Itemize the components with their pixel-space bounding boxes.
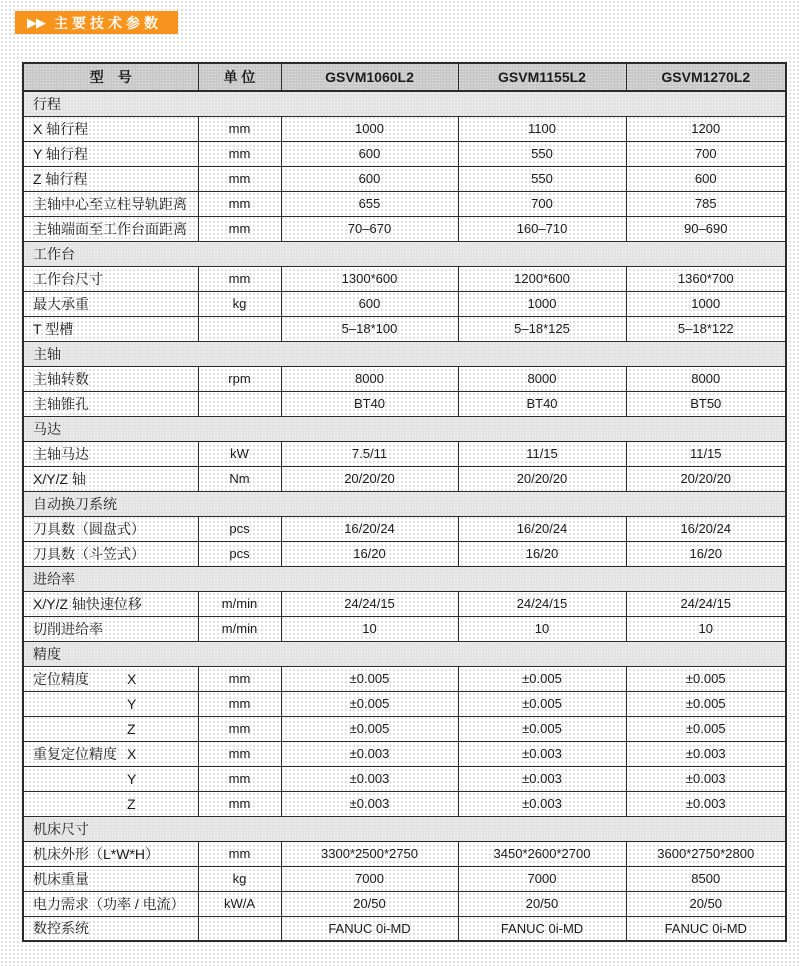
spec-name: 主轴中心至立柱导轨距离 bbox=[33, 195, 187, 212]
value-cell: 5–18*125 bbox=[458, 316, 626, 341]
spec-row bbox=[23, 716, 786, 741]
section-row bbox=[23, 91, 786, 116]
spec-name-cell bbox=[23, 791, 198, 816]
section-title: 工作台 bbox=[23, 241, 786, 266]
unit-cell: mm bbox=[198, 116, 281, 141]
unit-cell: kg bbox=[198, 291, 281, 316]
value-cell: 20/20/20 bbox=[626, 466, 786, 491]
spec-row bbox=[23, 591, 786, 616]
value-cell: 1360*700 bbox=[626, 266, 786, 291]
section-row bbox=[23, 491, 786, 516]
unit-cell bbox=[198, 316, 281, 341]
value-cell: 160–710 bbox=[458, 216, 626, 241]
model-name-header: GSVM1060L2 bbox=[281, 63, 458, 91]
section-title: 机床尺寸 bbox=[23, 816, 786, 841]
unit-cell: mm bbox=[198, 691, 281, 716]
value-cell: 1100 bbox=[458, 116, 626, 141]
value-cell: 8500 bbox=[626, 866, 786, 891]
value-cell: 600 bbox=[281, 166, 458, 191]
unit-cell: mm bbox=[198, 841, 281, 866]
value-cell: 550 bbox=[458, 166, 626, 191]
spec-row bbox=[23, 666, 786, 691]
spec-name: 主轴锥孔 bbox=[33, 395, 89, 412]
spec-name: 刀具数（圆盘式） bbox=[33, 520, 145, 537]
spec-name-cell bbox=[23, 316, 198, 341]
spec-row bbox=[23, 866, 786, 891]
spec-name-cell bbox=[23, 141, 198, 166]
play-arrows-icon: ▶▶ bbox=[27, 14, 45, 30]
value-cell: BT40 bbox=[281, 391, 458, 416]
spec-name: 主轴马达 bbox=[33, 445, 89, 462]
spec-name-cell bbox=[23, 516, 198, 541]
value-cell: ±0.005 bbox=[626, 691, 786, 716]
spec-row bbox=[23, 916, 786, 941]
unit-cell: kg bbox=[198, 866, 281, 891]
value-cell: ±0.005 bbox=[458, 691, 626, 716]
value-cell: 785 bbox=[626, 191, 786, 216]
spec-row bbox=[23, 441, 786, 466]
spec-row bbox=[23, 516, 786, 541]
section-row bbox=[23, 341, 786, 366]
value-cell: 550 bbox=[458, 141, 626, 166]
spec-row bbox=[23, 266, 786, 291]
spec-name-cell bbox=[23, 866, 198, 891]
value-cell: 1200*600 bbox=[458, 266, 626, 291]
section-title: 进给率 bbox=[23, 566, 786, 591]
value-cell: 24/24/15 bbox=[458, 591, 626, 616]
section-title: 自动换刀系统 bbox=[23, 491, 786, 516]
unit-cell: m/min bbox=[198, 616, 281, 641]
spec-row bbox=[23, 841, 786, 866]
unit-cell: mm bbox=[198, 666, 281, 691]
value-cell: ±0.005 bbox=[281, 716, 458, 741]
value-cell: BT50 bbox=[626, 391, 786, 416]
section-row bbox=[23, 641, 786, 666]
spec-name-cell bbox=[23, 191, 198, 216]
value-cell: 20/20/20 bbox=[281, 466, 458, 491]
spec-name: X/Y/Z 轴 bbox=[33, 470, 86, 487]
section-row bbox=[23, 241, 786, 266]
unit-column-header: 单 位 bbox=[198, 63, 281, 91]
value-cell: ±0.003 bbox=[626, 766, 786, 791]
value-cell: 600 bbox=[626, 166, 786, 191]
section-title: 主轴 bbox=[23, 341, 786, 366]
spec-table bbox=[22, 62, 787, 942]
page-title-label: 主要技术参数 bbox=[54, 14, 162, 31]
value-cell: 20/20/20 bbox=[458, 466, 626, 491]
spec-name-cell bbox=[23, 741, 198, 766]
section-title: 马达 bbox=[23, 416, 786, 441]
unit-cell: mm bbox=[198, 716, 281, 741]
value-cell: 16/20 bbox=[281, 541, 458, 566]
spec-row bbox=[23, 791, 786, 816]
spec-name-cell bbox=[23, 391, 198, 416]
unit-cell: mm bbox=[198, 741, 281, 766]
spec-row bbox=[23, 391, 786, 416]
unit-cell: mm bbox=[198, 216, 281, 241]
spec-name-cell bbox=[23, 441, 198, 466]
spec-row bbox=[23, 366, 786, 391]
spec-name-cell bbox=[23, 841, 198, 866]
value-cell: ±0.005 bbox=[626, 716, 786, 741]
value-cell: 1000 bbox=[458, 291, 626, 316]
spec-row bbox=[23, 166, 786, 191]
value-cell: 5–18*100 bbox=[281, 316, 458, 341]
unit-cell: pcs bbox=[198, 541, 281, 566]
spec-name: 电力需求（功率 / 电流） bbox=[33, 895, 185, 912]
spec-row bbox=[23, 141, 786, 166]
value-cell: 70–670 bbox=[281, 216, 458, 241]
spec-name-cell bbox=[23, 216, 198, 241]
value-cell: FANUC 0i-MD bbox=[626, 916, 786, 941]
value-cell: 10 bbox=[458, 616, 626, 641]
spec-name-cell bbox=[23, 716, 198, 741]
axis-label: Z bbox=[127, 720, 136, 737]
spec-row bbox=[23, 891, 786, 916]
value-cell: 3300*2500*2750 bbox=[281, 841, 458, 866]
spec-name: 最大承重 bbox=[33, 295, 89, 312]
value-cell: ±0.003 bbox=[281, 741, 458, 766]
spec-row bbox=[23, 691, 786, 716]
spec-name: 定位精度 bbox=[33, 670, 89, 687]
axis-label: Y bbox=[127, 770, 137, 787]
value-cell: 90–690 bbox=[626, 216, 786, 241]
unit-cell: mm bbox=[198, 141, 281, 166]
spec-name-cell bbox=[23, 366, 198, 391]
value-cell: 600 bbox=[281, 291, 458, 316]
unit-cell: m/min bbox=[198, 591, 281, 616]
unit-cell: mm bbox=[198, 766, 281, 791]
value-cell: 8000 bbox=[281, 366, 458, 391]
value-cell: FANUC 0i-MD bbox=[281, 916, 458, 941]
spec-row bbox=[23, 291, 786, 316]
value-cell: 24/24/15 bbox=[281, 591, 458, 616]
spec-name-cell bbox=[23, 766, 198, 791]
value-cell: 1200 bbox=[626, 116, 786, 141]
section-title: 精度 bbox=[23, 641, 786, 666]
unit-cell: kW bbox=[198, 441, 281, 466]
value-cell: FANUC 0i-MD bbox=[458, 916, 626, 941]
value-cell: 20/50 bbox=[626, 891, 786, 916]
axis-label: Z bbox=[127, 795, 136, 812]
value-cell: ±0.003 bbox=[281, 791, 458, 816]
value-cell: ±0.003 bbox=[281, 766, 458, 791]
value-cell: ±0.003 bbox=[626, 791, 786, 816]
axis-label: X bbox=[127, 670, 137, 687]
spec-name: 工作台尺寸 bbox=[33, 270, 103, 287]
model-column-header: 型 号 bbox=[23, 63, 198, 91]
unit-cell: kW/A bbox=[198, 891, 281, 916]
spec-name: 切削进给率 bbox=[33, 620, 103, 637]
value-cell: 24/24/15 bbox=[626, 591, 786, 616]
value-cell: 16/20 bbox=[458, 541, 626, 566]
spec-row bbox=[23, 766, 786, 791]
value-cell: 16/20/24 bbox=[626, 516, 786, 541]
value-cell: 7000 bbox=[458, 866, 626, 891]
spec-name: 机床外形（L*W*H） bbox=[33, 845, 160, 862]
value-cell: 11/15 bbox=[626, 441, 786, 466]
value-cell: 1000 bbox=[281, 116, 458, 141]
value-cell: ±0.005 bbox=[281, 666, 458, 691]
value-cell: 8000 bbox=[458, 366, 626, 391]
value-cell: ±0.003 bbox=[458, 766, 626, 791]
spec-row bbox=[23, 541, 786, 566]
unit-cell: mm bbox=[198, 166, 281, 191]
value-cell: 10 bbox=[281, 616, 458, 641]
value-cell: ±0.003 bbox=[458, 791, 626, 816]
value-cell: ±0.003 bbox=[626, 741, 786, 766]
spec-row bbox=[23, 116, 786, 141]
unit-cell bbox=[198, 391, 281, 416]
unit-cell: mm bbox=[198, 266, 281, 291]
section-title: 行程 bbox=[23, 91, 786, 116]
unit-cell: rpm bbox=[198, 366, 281, 391]
value-cell: 1000 bbox=[626, 291, 786, 316]
section-row bbox=[23, 416, 786, 441]
value-cell: 16/20/24 bbox=[281, 516, 458, 541]
value-cell: ±0.005 bbox=[458, 716, 626, 741]
spec-name-cell bbox=[23, 291, 198, 316]
spec-name-cell bbox=[23, 691, 198, 716]
unit-cell: pcs bbox=[198, 516, 281, 541]
value-cell: 3450*2600*2700 bbox=[458, 841, 626, 866]
spec-name-cell bbox=[23, 616, 198, 641]
spec-name: 重复定位精度 bbox=[33, 745, 117, 762]
spec-row bbox=[23, 741, 786, 766]
spec-name: X 轴行程 bbox=[33, 120, 89, 137]
section-row bbox=[23, 816, 786, 841]
value-cell: 3600*2750*2800 bbox=[626, 841, 786, 866]
value-cell: 700 bbox=[458, 191, 626, 216]
value-cell: 16/20/24 bbox=[458, 516, 626, 541]
spec-name: 主轴转数 bbox=[33, 370, 89, 387]
value-cell: 10 bbox=[626, 616, 786, 641]
spec-row bbox=[23, 316, 786, 341]
value-cell: 5–18*122 bbox=[626, 316, 786, 341]
spec-name: X/Y/Z 轴快速位移 bbox=[33, 595, 142, 612]
value-cell: 7.5/11 bbox=[281, 441, 458, 466]
table-header-row bbox=[23, 63, 786, 91]
value-cell: BT40 bbox=[458, 391, 626, 416]
spec-name: 数控系统 bbox=[33, 920, 89, 937]
value-cell: 20/50 bbox=[281, 891, 458, 916]
spec-name: T 型槽 bbox=[33, 320, 74, 337]
value-cell: 1300*600 bbox=[281, 266, 458, 291]
spec-name: 刀具数（斗笠式） bbox=[33, 545, 145, 562]
value-cell: 600 bbox=[281, 141, 458, 166]
spec-name: Z 轴行程 bbox=[33, 170, 88, 187]
spec-name-cell bbox=[23, 266, 198, 291]
value-cell: ±0.005 bbox=[281, 691, 458, 716]
model-name-header: GSVM1155L2 bbox=[458, 63, 626, 91]
unit-cell: mm bbox=[198, 191, 281, 216]
spec-name-cell bbox=[23, 666, 198, 691]
spec-name-cell bbox=[23, 166, 198, 191]
spec-row bbox=[23, 466, 786, 491]
value-cell: ±0.003 bbox=[458, 741, 626, 766]
value-cell: 8000 bbox=[626, 366, 786, 391]
axis-label: X bbox=[127, 745, 137, 762]
value-cell: 11/15 bbox=[458, 441, 626, 466]
value-cell: 7000 bbox=[281, 866, 458, 891]
spec-name-cell bbox=[23, 916, 198, 941]
value-cell: ±0.005 bbox=[626, 666, 786, 691]
unit-cell: Nm bbox=[198, 466, 281, 491]
model-name-header: GSVM1270L2 bbox=[626, 63, 786, 91]
spec-row bbox=[23, 616, 786, 641]
value-cell: 20/50 bbox=[458, 891, 626, 916]
spec-name: 主轴端面至工作台面距离 bbox=[33, 220, 187, 237]
axis-label: Y bbox=[127, 695, 137, 712]
spec-name-cell bbox=[23, 591, 198, 616]
value-cell: 16/20 bbox=[626, 541, 786, 566]
unit-cell: mm bbox=[198, 791, 281, 816]
unit-cell bbox=[198, 916, 281, 941]
page-title-badge bbox=[15, 11, 178, 34]
spec-name-cell bbox=[23, 466, 198, 491]
value-cell: 655 bbox=[281, 191, 458, 216]
value-cell: ±0.005 bbox=[458, 666, 626, 691]
spec-name: Y 轴行程 bbox=[33, 145, 88, 162]
spec-row bbox=[23, 216, 786, 241]
spec-name-cell bbox=[23, 541, 198, 566]
spec-name-cell bbox=[23, 891, 198, 916]
spec-row bbox=[23, 191, 786, 216]
value-cell: 700 bbox=[626, 141, 786, 166]
spec-name: 机床重量 bbox=[33, 870, 89, 887]
section-row bbox=[23, 566, 786, 591]
spec-name-cell bbox=[23, 116, 198, 141]
